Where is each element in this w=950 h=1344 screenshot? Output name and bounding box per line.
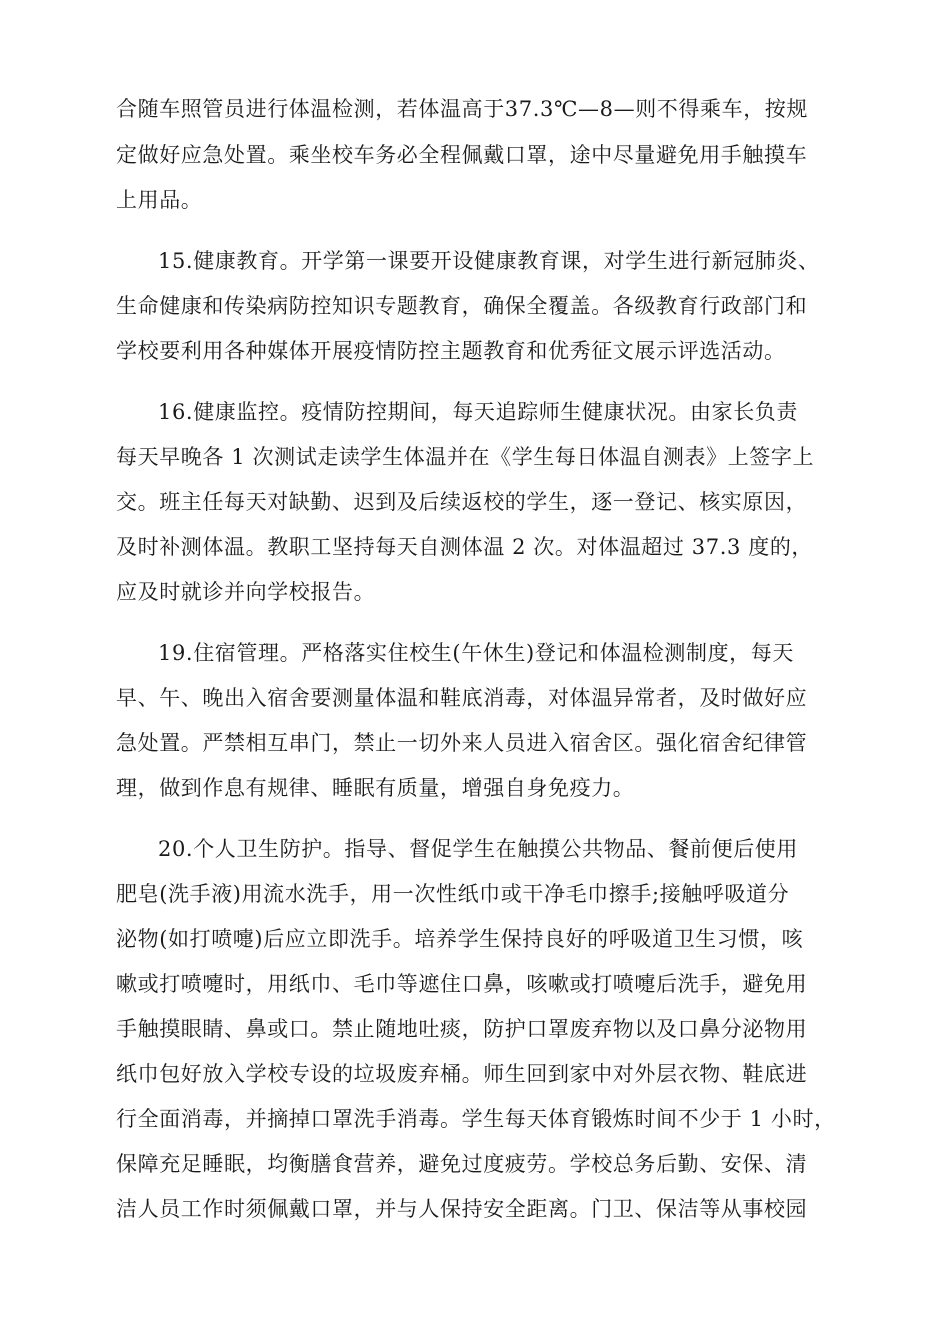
text-line: 泌物(如打喷嚏)后应立即洗手。培养学生保持良好的呼吸道卫生习惯，咳 — [116, 927, 804, 951]
text-line: 上用品。 — [116, 188, 203, 212]
text-line: 洁人员工作时须佩戴口罩，并与人保持安全距离。门卫、保洁等从事校园 — [116, 1197, 808, 1221]
text-line: 应及时就诊并向学校报告。 — [116, 580, 376, 604]
text-line: 15.健康教育。开学第一课要开设健康教育课，对学生进行新冠肺炎、 — [158, 249, 820, 273]
text-line: 急处置。严禁相互串门，禁止一切外来人员进入宿舍区。强化宿舍纪律管 — [116, 731, 808, 755]
text-line: 理，做到作息有规律、睡眠有质量，增强自身免疫力。 — [116, 776, 635, 800]
text-line: 合随车照管员进行体温检测，若体温高于37.3℃—8—则不得乘车，按规 — [116, 97, 809, 121]
text-line: 嗽或打喷嚏时，用纸巾、毛巾等遮住口鼻，咳嗽或打喷嚏后洗手，避免用 — [116, 972, 808, 996]
text-line: 肥皂(洗手液)用流水洗手，用一次性纸巾或干净毛巾擦手;接触呼吸道分 — [116, 882, 790, 906]
text-line: 早、午、晚出入宿舍要测量体温和鞋底消毒，对体温异常者，及时做好应 — [116, 686, 808, 710]
text-line: 保障充足睡眠，均衡膳食营养，避免过度疲劳。学校总务后勤、安保、清 — [116, 1152, 808, 1176]
text-line: 及时补测体温。教职工坚持每天自测体温 2 次。对体温超过 37.3 度的， — [116, 535, 814, 559]
text-line: 交。班主任每天对缺勤、迟到及后续返校的学生，逐一登记、核实原因， — [116, 490, 808, 514]
text-line: 每天早晚各 1 次测试走读学生体温并在《学生每日体温自测表》上签字上 — [116, 445, 815, 469]
text-line: 学校要利用各种媒体开展疫情防控主题教育和优秀征文展示评选活动。 — [116, 339, 786, 363]
text-line: 行全面消毒，并摘掉口罩洗手消毒。学生每天体育锻炼时间不少于 1 小时， — [116, 1107, 836, 1131]
text-line: 手触摸眼睛、鼻或口。禁止随地吐痰，防护口罩废弃物以及口鼻分泌物用 — [116, 1017, 808, 1041]
text-line: 纸巾包好放入学校专设的垃圾废弃桶。师生回到家中对外层衣物、鞋底进 — [116, 1062, 808, 1086]
text-line: 生命健康和传染病防控知识专题教育，确保全覆盖。各级教育行政部门和 — [116, 294, 808, 318]
text-line: 19.住宿管理。严格落实住校生(午休生)登记和体温检测制度，每天 — [158, 641, 794, 665]
text-line: 定做好应急处置。乘坐校车务必全程佩戴口罩，途中尽量避免用手触摸车 — [116, 143, 808, 167]
text-line: 16.健康监控。疫情防控期间，每天追踪师生健康状况。由家长负责 — [158, 400, 798, 424]
text-line: 20.个人卫生防护。指导、督促学生在触摸公共物品、餐前便后使用 — [158, 837, 798, 861]
